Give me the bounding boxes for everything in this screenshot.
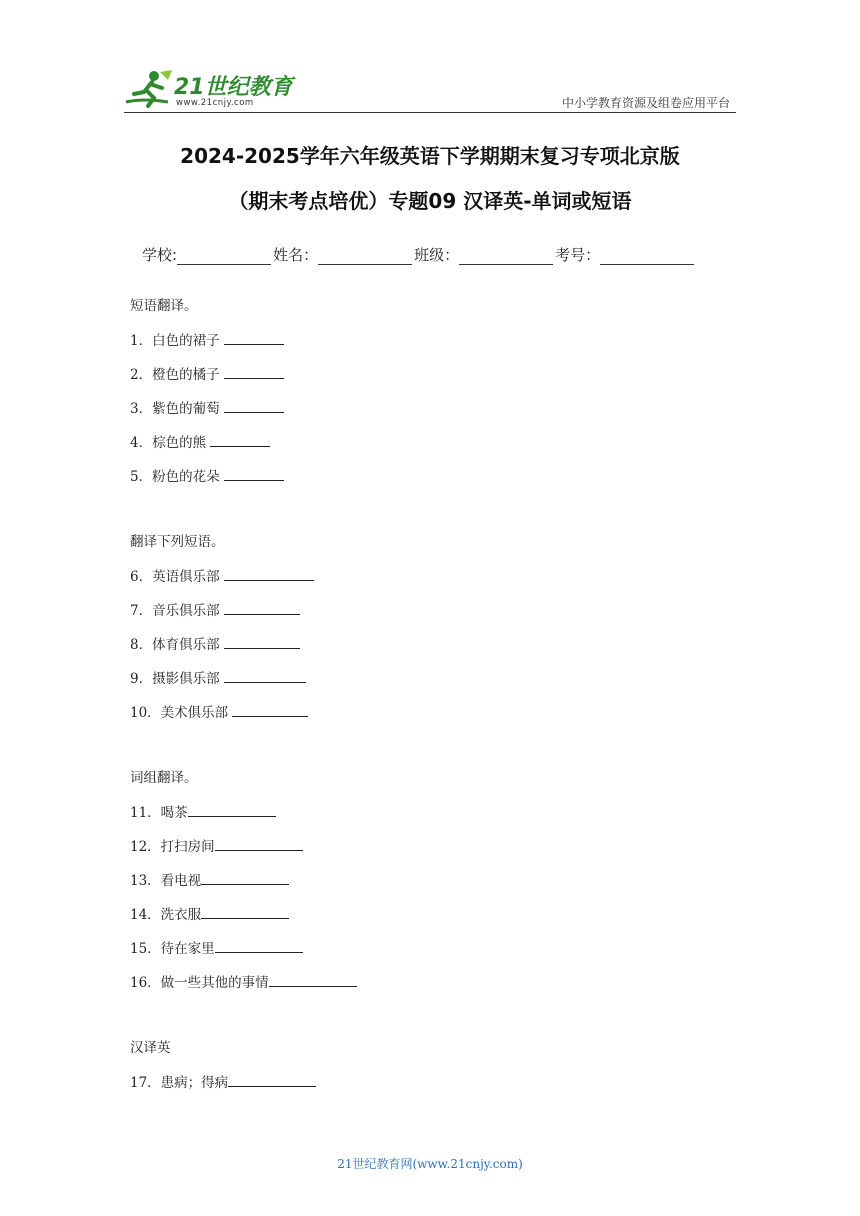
question-item: 6．英语俱乐部 bbox=[130, 566, 357, 600]
school-label: 学校: bbox=[142, 246, 178, 264]
answer-blank[interactable] bbox=[224, 600, 300, 615]
question-item: 10．美术俱乐部 bbox=[130, 702, 357, 736]
platform-label: 中小学教育资源及组卷应用平台 bbox=[561, 96, 730, 110]
page-subtitle: （期末考点培优）专题09 汉译英-单词或短语 bbox=[228, 189, 632, 213]
question-item: 2．橙色的橘子 bbox=[130, 364, 357, 398]
question-item: 7．音乐俱乐部 bbox=[130, 600, 357, 634]
answer-blank[interactable] bbox=[224, 634, 300, 649]
answer-blank[interactable] bbox=[215, 836, 303, 851]
question-item: 15．待在家里 bbox=[130, 938, 357, 972]
question-item: 4．棕色的熊 bbox=[130, 432, 357, 466]
answer-blank[interactable] bbox=[228, 1072, 316, 1087]
class-label: 班级： bbox=[414, 246, 460, 264]
name-field[interactable] bbox=[318, 249, 412, 265]
section-heading: 词组翻译。 bbox=[130, 770, 198, 786]
student-info bbox=[142, 244, 696, 265]
name-label: 姓名： bbox=[273, 246, 319, 264]
question-item: 14．洗衣服 bbox=[130, 904, 357, 938]
page-footer[interactable]: 21世纪教育网(www.21cnjy.com) bbox=[337, 1157, 523, 1171]
question-content bbox=[130, 296, 357, 1106]
section-heading: 翻译下列短语。 bbox=[130, 534, 225, 550]
answer-blank[interactable] bbox=[224, 330, 284, 345]
question-item: 8．体育俱乐部 bbox=[130, 634, 357, 668]
question-item: 3．紫色的葡萄 bbox=[130, 398, 357, 432]
exam-no-label: 考号： bbox=[555, 246, 601, 264]
logo-text: 21世纪教育 bbox=[174, 75, 293, 100]
answer-blank[interactable] bbox=[210, 432, 270, 447]
question-item: 1．白色的裙子 bbox=[130, 330, 357, 364]
answer-blank[interactable] bbox=[224, 566, 314, 581]
answer-blank[interactable] bbox=[224, 364, 284, 379]
runner-logo-icon bbox=[124, 68, 174, 112]
question-item: 16．做一些其他的事情 bbox=[130, 972, 357, 1006]
answer-blank[interactable] bbox=[224, 466, 284, 481]
question-item: 9．摄影俱乐部 bbox=[130, 668, 357, 702]
answer-blank[interactable] bbox=[232, 702, 308, 717]
exam-no-field[interactable] bbox=[600, 249, 694, 265]
question-item: 5．粉色的花朵 bbox=[130, 466, 357, 500]
page-header bbox=[124, 66, 736, 113]
answer-blank[interactable] bbox=[269, 972, 357, 987]
school-field[interactable] bbox=[177, 249, 271, 265]
question-item: 12．打扫房间 bbox=[130, 836, 357, 870]
section-heading: 短语翻译。 bbox=[130, 298, 198, 314]
question-item: 11．喝茶 bbox=[130, 802, 357, 836]
answer-blank[interactable] bbox=[188, 802, 276, 817]
page-title: 2024-2025学年六年级英语下学期期末复习专项北京版 bbox=[180, 144, 680, 168]
logo bbox=[124, 68, 294, 112]
logo-url: www.21cnjy.com bbox=[176, 98, 254, 108]
answer-blank[interactable] bbox=[224, 398, 284, 413]
answer-blank[interactable] bbox=[201, 870, 289, 885]
question-item: 13．看电视 bbox=[130, 870, 357, 904]
answer-blank[interactable] bbox=[224, 668, 306, 683]
answer-blank[interactable] bbox=[215, 938, 303, 953]
answer-blank[interactable] bbox=[201, 904, 289, 919]
section-heading: 汉译英 bbox=[130, 1040, 171, 1056]
question-item: 17．患病；得病 bbox=[130, 1072, 357, 1106]
class-field[interactable] bbox=[459, 249, 553, 265]
